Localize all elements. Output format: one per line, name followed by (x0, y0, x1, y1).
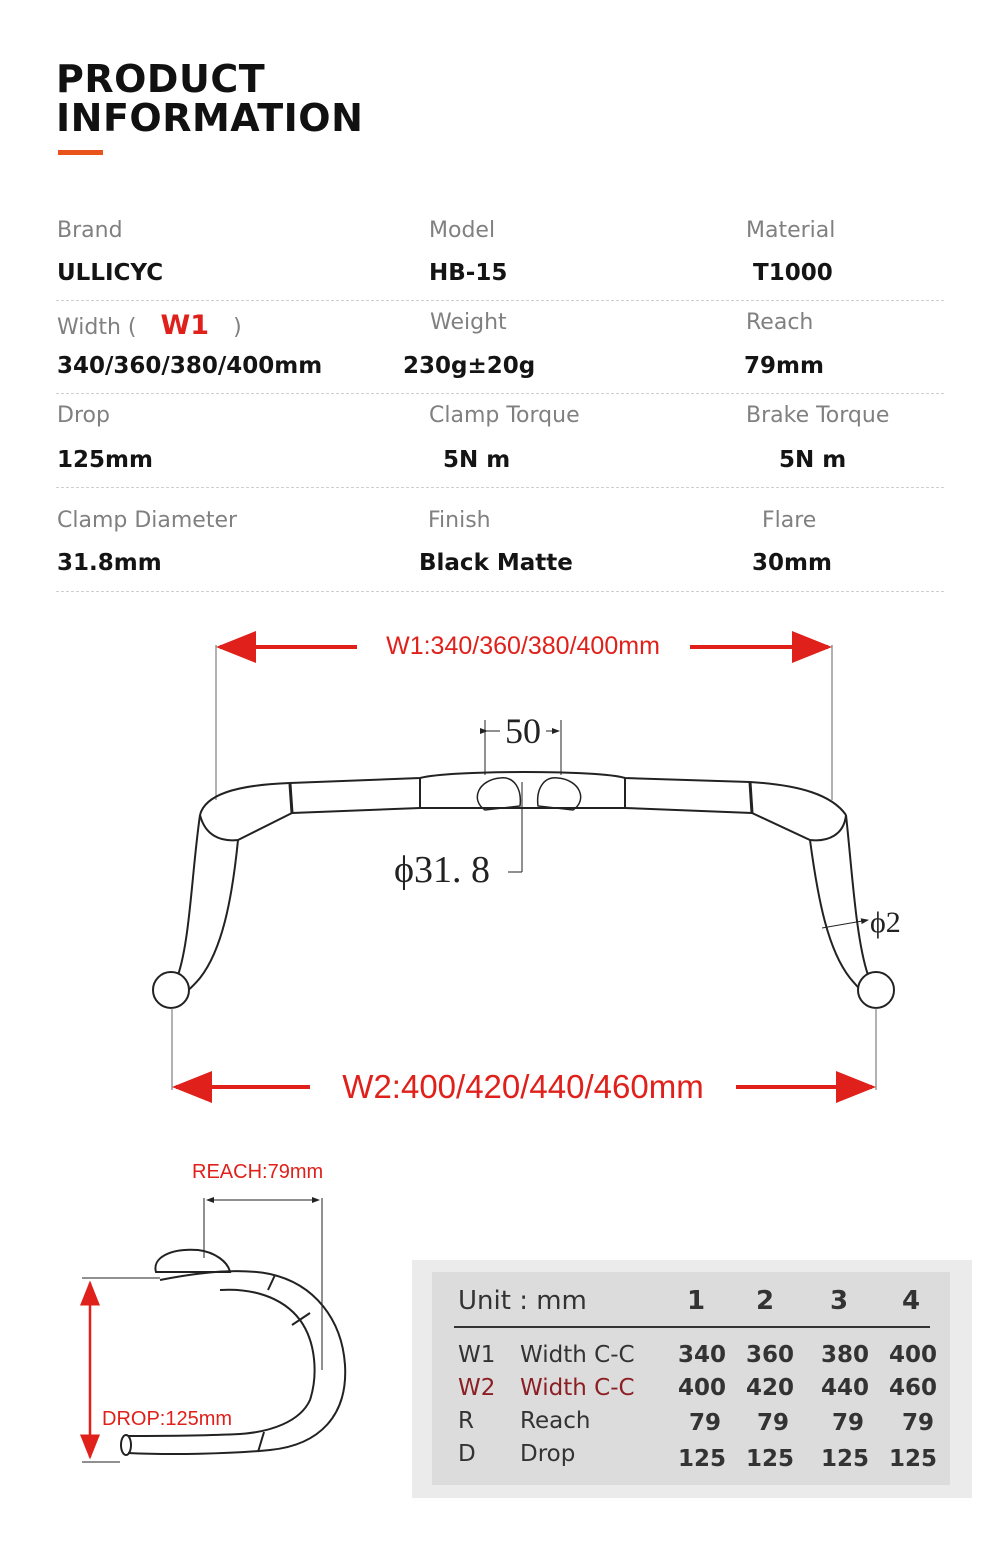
table-cell: 125 (821, 1446, 870, 1472)
table-row-code: R (458, 1408, 474, 1434)
drop-value: 125mm (57, 447, 153, 473)
w1-dimension-label: W1:340/360/380/400mm (386, 632, 660, 660)
spec-row-4 (56, 487, 944, 592)
table-cell: 125 (889, 1446, 938, 1472)
table-row-name: Width C-C (520, 1342, 635, 1368)
brake-torque-value: 5N m (779, 447, 847, 473)
title-line-1: PRODUCT (56, 57, 266, 101)
width-label-close: ) (233, 315, 242, 340)
brand-value: ULLICYC (57, 260, 164, 286)
finish-value: Black Matte (419, 550, 573, 576)
table-divider (454, 1326, 930, 1328)
clamp-torque-value: 5N m (443, 447, 511, 473)
table-cell: 79 (689, 1410, 722, 1436)
table-cell: 125 (678, 1446, 727, 1472)
table-row-code: W1 (458, 1342, 496, 1368)
reach-label: Reach (746, 310, 814, 335)
model-label: Model (429, 218, 496, 243)
reach-dimension-label: REACH:79mm (192, 1161, 324, 1183)
title-line-2: INFORMATION (56, 96, 364, 140)
table-cell: 420 (746, 1375, 795, 1401)
table-row-name: Width C-C (520, 1375, 635, 1401)
flare-value: 30mm (752, 550, 832, 576)
handlebar-side-diagram (60, 1150, 400, 1510)
table-row-code: W2 (458, 1375, 496, 1401)
drop-dimension-label: DROP:125mm (102, 1408, 233, 1430)
page-title (56, 57, 364, 140)
center-dimension-label: 50 (505, 711, 541, 751)
brand-label: Brand (57, 218, 123, 243)
reach-value: 79mm (744, 353, 824, 379)
table-row-name: Drop (520, 1441, 576, 1467)
drop-label: Drop (57, 403, 110, 428)
handlebar-outline (153, 772, 894, 1008)
material-label: Material (746, 218, 836, 243)
model-value: HB-15 (429, 260, 508, 286)
weight-value: 230g±20g (403, 353, 536, 379)
title-accent-bar (58, 150, 103, 155)
width-label (57, 310, 242, 341)
table-cell: 440 (821, 1375, 870, 1401)
table-cell: 380 (821, 1342, 870, 1368)
col-4-header: 4 (902, 1286, 921, 1316)
size-table-inner (432, 1272, 950, 1485)
material-value: T1000 (753, 260, 833, 286)
table-cell: 125 (746, 1446, 795, 1472)
table-cell: 400 (889, 1342, 938, 1368)
clamp-diameter-value: 31.8mm (57, 550, 162, 576)
flare-label: Flare (762, 508, 817, 533)
table-cell: 400 (678, 1375, 727, 1401)
unit-label: Unit : mm (458, 1286, 587, 1316)
spec-row-1 (56, 205, 944, 301)
table-row-code: D (458, 1441, 476, 1467)
width-value: 340/360/380/400mm (57, 353, 323, 379)
size-table (412, 1260, 972, 1498)
spec-row-2 (56, 300, 944, 394)
brake-torque-label: Brake Torque (746, 403, 890, 428)
width-label-text: Width ( (57, 315, 137, 340)
clamp-diameter-dimension (394, 782, 522, 891)
table-cell: 360 (746, 1342, 795, 1368)
table-cell: 340 (678, 1342, 727, 1368)
table-cell: 79 (757, 1410, 790, 1436)
drop-diameter-label: ϕ2 (870, 906, 901, 939)
finish-label: Finish (428, 508, 491, 533)
table-cell: 460 (889, 1375, 938, 1401)
col-3-header: 3 (830, 1286, 849, 1316)
col-2-header: 2 (756, 1286, 775, 1316)
table-cell: 79 (832, 1410, 865, 1436)
clamp-diameter-label: Clamp Diameter (57, 508, 238, 533)
w2-dimension-label: W2:400/420/440/460mm (342, 1068, 704, 1105)
col-1-header: 1 (687, 1286, 706, 1316)
clamp-diameter-label: ϕ31. 8 (394, 849, 491, 891)
width-w1-tag: W1 (160, 310, 210, 341)
drop-diameter-dimension (822, 906, 901, 939)
handlebar-front-diagram (0, 610, 1000, 1130)
weight-label: Weight (430, 310, 507, 335)
clamp-torque-label: Clamp Torque (429, 403, 580, 428)
w2-dimension (172, 1008, 876, 1105)
table-row-name: Reach (520, 1408, 591, 1434)
table-cell: 79 (902, 1410, 935, 1436)
center-dimension (485, 711, 561, 775)
spec-row-3 (56, 393, 944, 488)
